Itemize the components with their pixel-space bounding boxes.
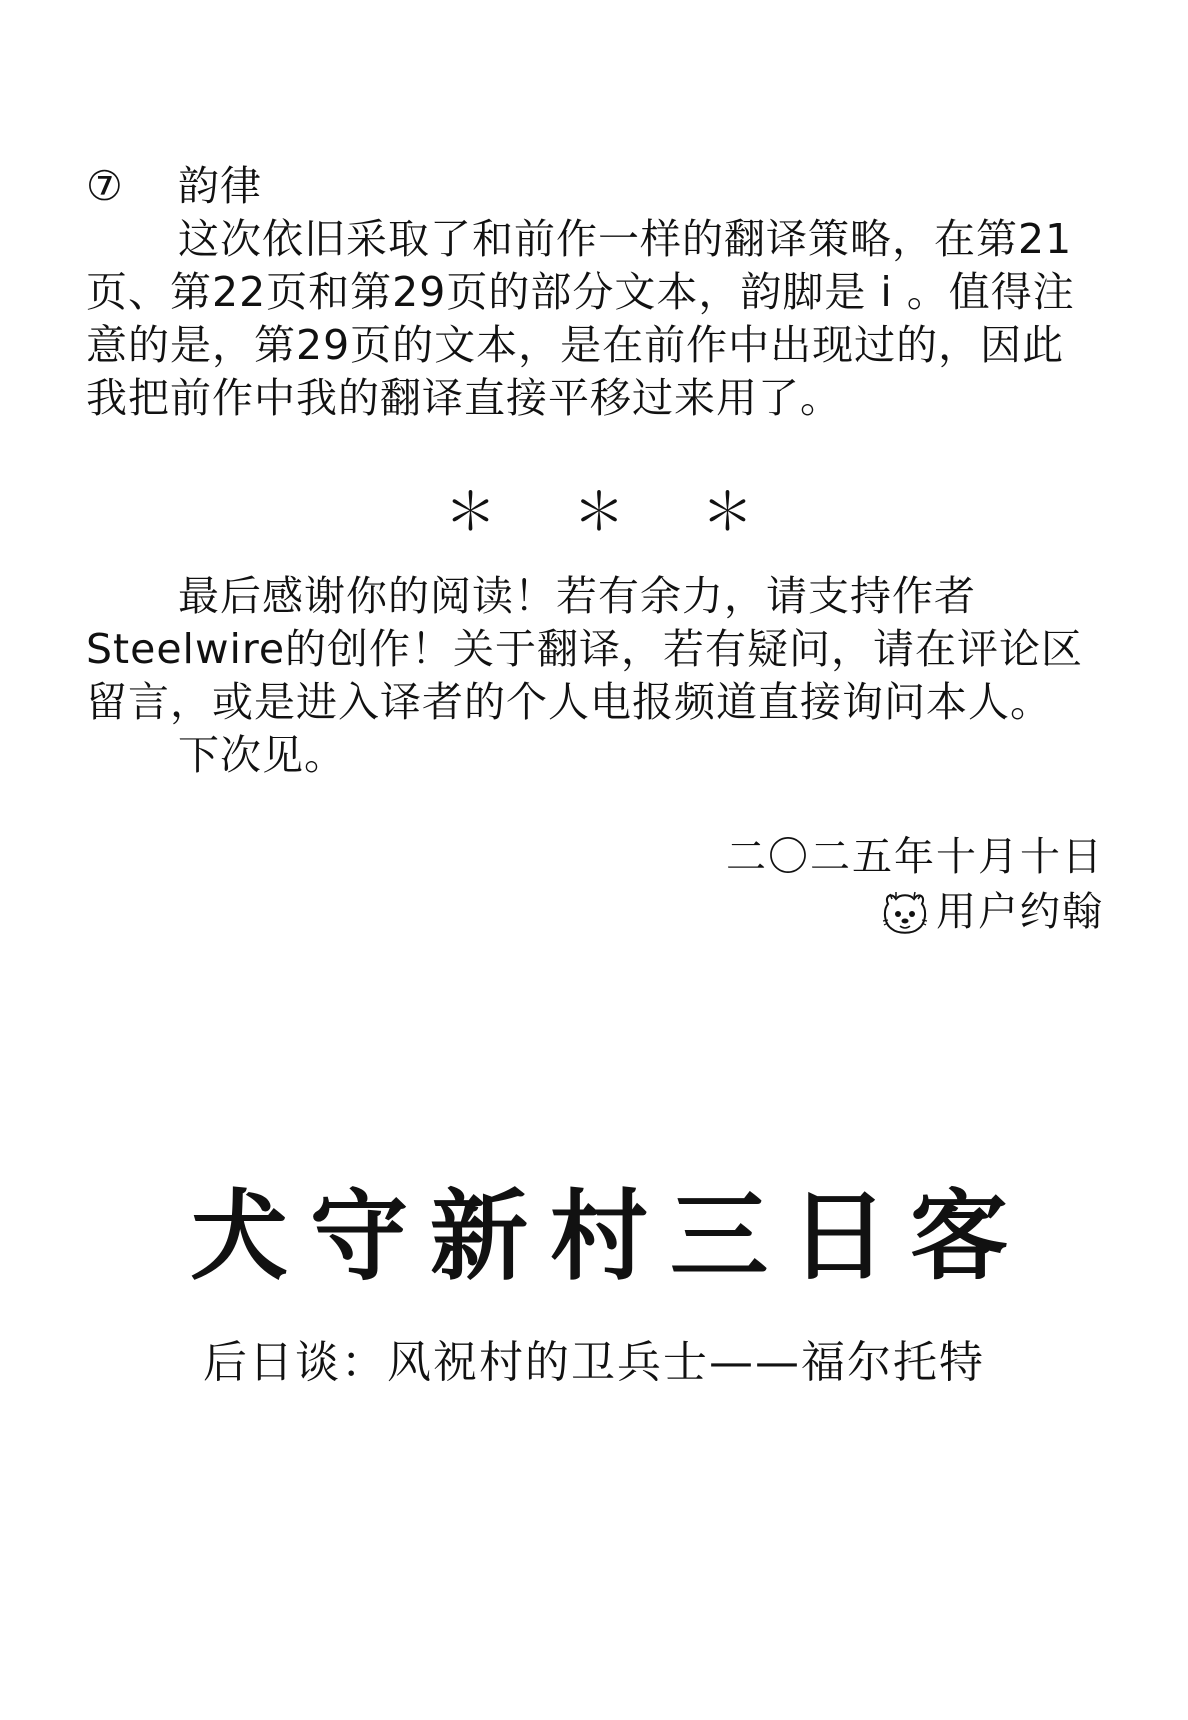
section-heading (86, 160, 1106, 213)
translator-notes (86, 160, 1106, 425)
dog-face-icon (880, 890, 930, 936)
story-subtitle: 后日谈：风祝村的卫兵士——福尔托特 (203, 1337, 985, 1388)
signature-block (726, 830, 1104, 940)
story-title: 犬守新村三日客 (189, 1180, 1030, 1294)
signature-date: 二〇二五年十月十日 (726, 834, 1104, 880)
section-divider: ＊ ＊ ＊ (444, 483, 784, 543)
farewell-text: 下次见。 (178, 731, 346, 779)
signature-author: 用户约翰 (936, 889, 1104, 935)
signature-author-line (726, 885, 1104, 940)
closing-remarks (86, 570, 1106, 782)
section-number: ⑦ (86, 162, 124, 210)
closing-paragraph: 最后感谢你的阅读！若有余力，请支持作者Steelwire的创作！关于翻译，若有疑问，请在评论区留言，或是进入译者的个人电报频道直接询问本人。 (86, 572, 1084, 726)
notes-paragraph: 这次依旧采取了和前作一样的翻译策略，在第21页、第22页和第29页的部分文本，韵脚是 i 。值得注意的是，第29页的文本，是在前作中出现过的，因此我把前作中我的翻译直接平移过来用了。 (86, 215, 1075, 422)
section-title: 韵律 (178, 162, 262, 210)
